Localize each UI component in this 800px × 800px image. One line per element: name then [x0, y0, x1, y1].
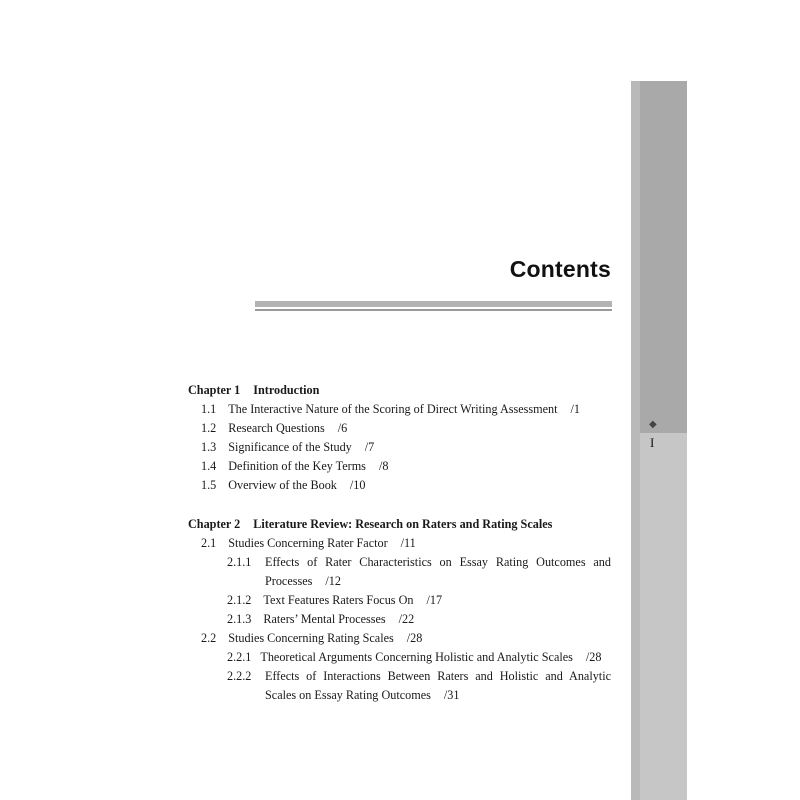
entry-title: Definition of the Key Terms — [228, 459, 366, 473]
toc-entry-2-1-1-cont[interactable] — [265, 573, 341, 589]
toc-entry-2-1-1-number — [227, 554, 251, 570]
entry-title: Text Features Raters Focus On — [263, 593, 414, 607]
toc-entry-2-2[interactable] — [201, 630, 422, 646]
toc-chapter-1[interactable] — [188, 382, 319, 398]
entry-number: 2.1.2 — [227, 593, 252, 607]
chapter-label: Chapter 1 — [188, 383, 241, 397]
entry-number: 1.1 — [201, 402, 217, 416]
entry-title: Significance of the Study — [228, 440, 352, 454]
entry-title: Research Questions — [228, 421, 325, 435]
toc-entry-2-1-1[interactable] — [265, 554, 611, 570]
toc-entry-1-2[interactable] — [201, 420, 347, 436]
entry-title: Studies Concerning Rater Factor — [228, 536, 388, 550]
toc-entry-1-1[interactable] — [201, 401, 580, 417]
chapter-title: Literature Review: Research on Raters and Rating Scales — [253, 517, 553, 531]
entry-title-line2: Scales on Essay Rating Outcomes — [265, 688, 431, 702]
entry-page: /6 — [337, 421, 348, 435]
entry-page: /10 — [349, 478, 366, 492]
toc-chapter-2[interactable] — [188, 516, 552, 532]
toc-entry-2-2-2[interactable] — [265, 668, 611, 684]
toc-entry-2-2-2-number — [227, 668, 251, 684]
entry-title-line1: Effects of Interactions Between Raters and Holistic and Analytic — [265, 669, 611, 683]
toc-entry-2-2-1[interactable] — [227, 649, 601, 665]
diamond-icon: ◆ — [649, 419, 657, 430]
toc-entry-1-5[interactable] — [201, 477, 365, 493]
entry-number: 2.1.1 — [227, 555, 252, 569]
toc-entry-1-3[interactable] — [201, 439, 374, 455]
entry-title: Studies Concerning Rating Scales — [228, 631, 394, 645]
entry-title: Overview of the Book — [228, 478, 337, 492]
page-title: Contents — [509, 256, 611, 282]
entry-number: 1.5 — [201, 478, 217, 492]
toc-entry-2-1-2[interactable] — [227, 592, 442, 608]
entry-number: 1.3 — [201, 440, 217, 454]
entry-number: 2.2.1 — [227, 650, 252, 664]
entry-number: 1.2 — [201, 421, 217, 435]
entry-page: /28 — [406, 631, 423, 645]
entry-number: 2.2.2 — [227, 669, 252, 683]
toc-entry-1-4[interactable] — [201, 458, 388, 474]
entry-page: /1 — [570, 402, 580, 416]
entry-page: /17 — [426, 593, 443, 607]
chapter-label: Chapter 2 — [188, 517, 241, 531]
toc-entry-2-2-2-cont[interactable] — [265, 687, 459, 703]
page-number: I — [650, 435, 655, 450]
toc-entry-2-1-3[interactable] — [227, 611, 414, 627]
entry-number: 2.2 — [201, 631, 217, 645]
entry-page: /7 — [364, 440, 375, 454]
chapter-title: Introduction — [253, 383, 320, 397]
toc-entry-2-1[interactable] — [201, 535, 416, 551]
entry-page: /22 — [398, 612, 415, 626]
entry-number: 2.1.3 — [227, 612, 252, 626]
entry-page: /28 — [585, 650, 602, 664]
entry-number: 1.4 — [201, 459, 217, 473]
entry-title: Raters’ Mental Processes — [263, 612, 386, 626]
entry-page: /31 — [443, 688, 460, 702]
entry-title-line2: Processes — [265, 574, 313, 588]
entry-page: /12 — [325, 574, 341, 588]
entry-title-line1: Effects of Rater Characteristics on Essay Rating Outcomes and — [265, 555, 611, 569]
entry-page: /8 — [378, 459, 389, 473]
entry-title: Theoretical Arguments Concerning Holistic and Analytic Scales — [260, 650, 573, 664]
entry-title: The Interactive Nature of the Scoring of Direct Writing Assessment — [228, 402, 558, 416]
entry-page: /11 — [400, 536, 416, 550]
entry-number: 2.1 — [201, 536, 217, 550]
